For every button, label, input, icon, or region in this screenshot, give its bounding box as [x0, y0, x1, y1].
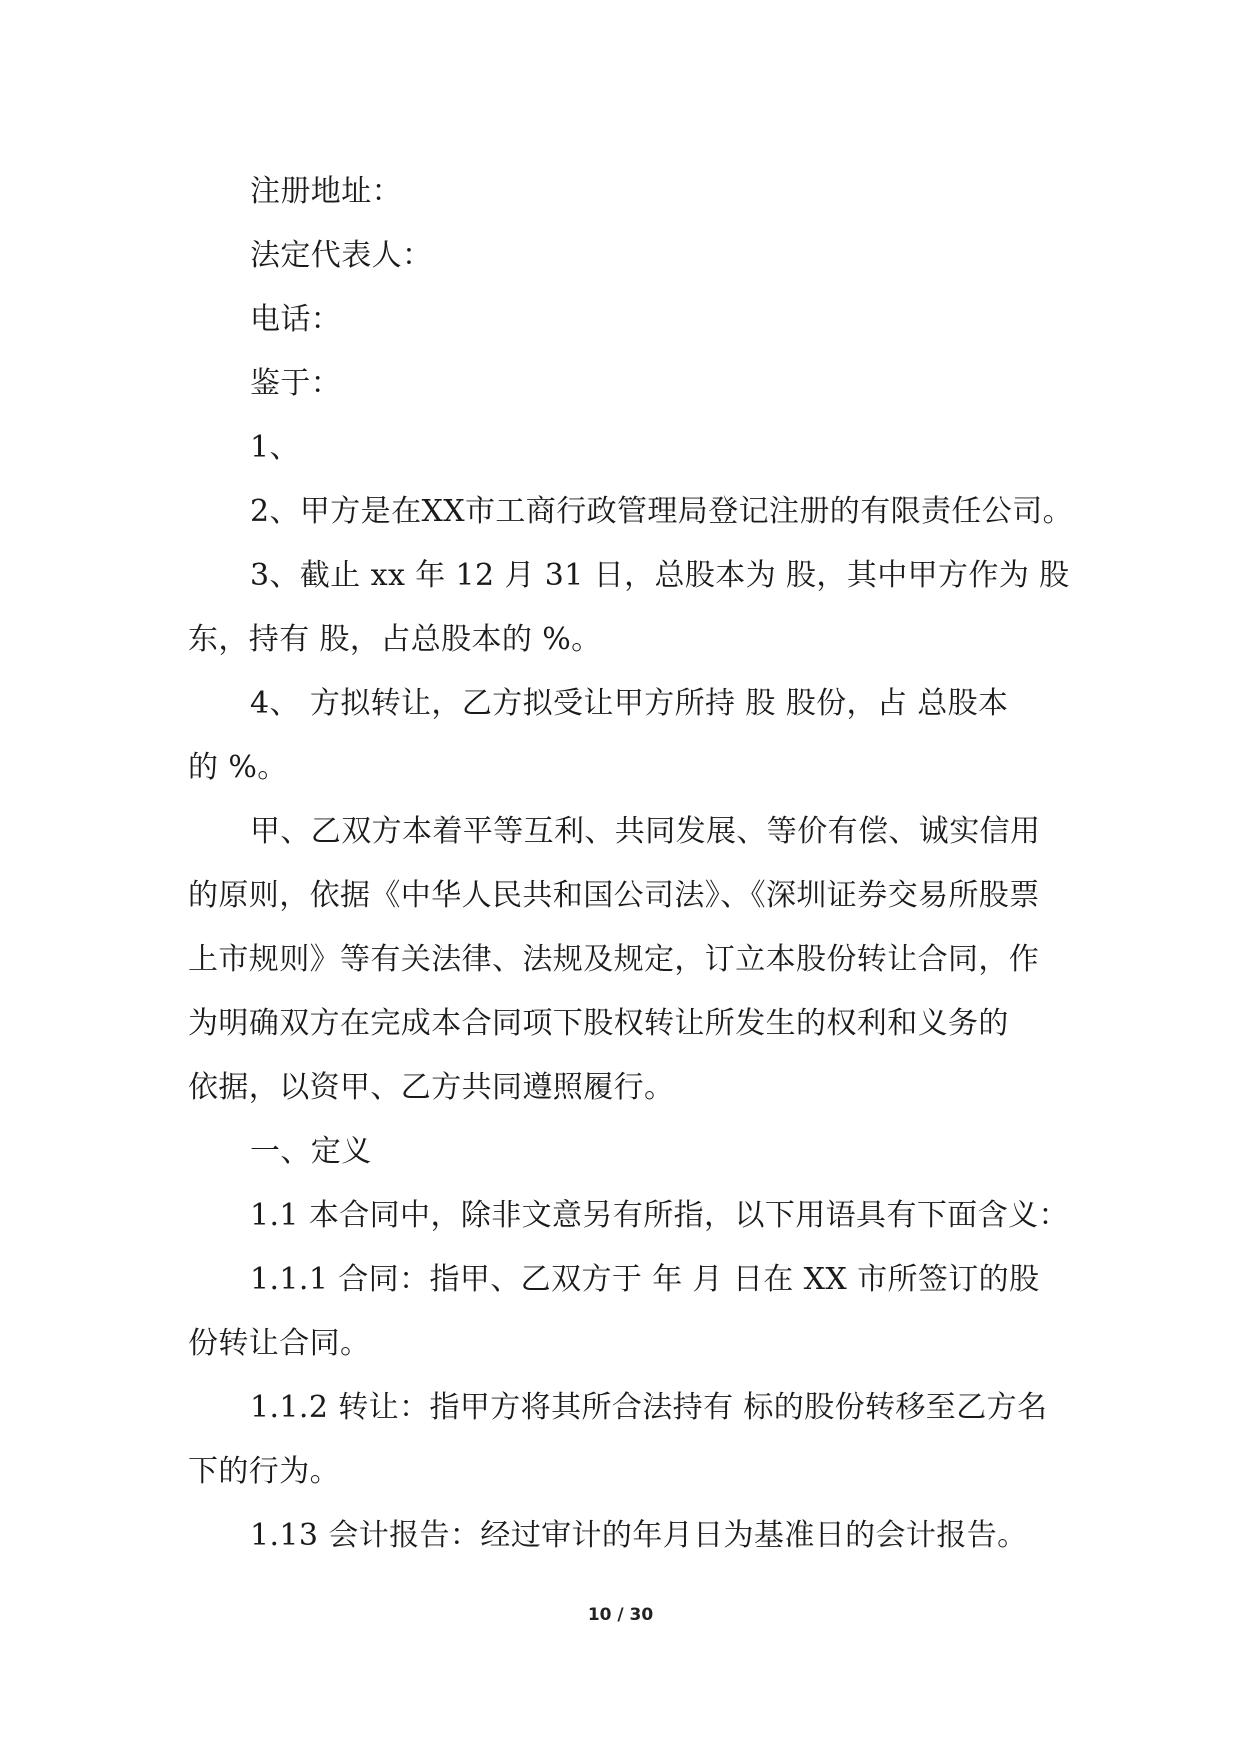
- text-line-phone: 电话：: [250, 302, 342, 337]
- text-line-clause-1-1-2: 1.1.2 转让：指甲方将其所合法持有 标的股份转移至乙方名: [250, 1390, 1048, 1425]
- text-line-preamble-3: 上市规则》等有关法律、法规及规定，订立本股份转让合同，作: [188, 942, 1040, 977]
- text-line-legal-representative: 法定代表人：: [250, 238, 433, 273]
- text-line-preamble-1: 甲、乙双方本着平等互利、共同发展、等价有偿、诚实信用: [250, 814, 1041, 849]
- text-line-registered-address: 注册地址：: [250, 174, 402, 209]
- text-line-item-3: 3、截止 xx 年 12 月 31 日，总股本为 股，其中甲方作为 股: [250, 558, 1070, 593]
- document-body: [188, 160, 1074, 1568]
- text-line-whereas: 鉴于：: [250, 366, 342, 401]
- text-line-item-2: 2、甲方是在XX市工商行政管理局登记注册的有限责任公司。: [250, 494, 1074, 529]
- text-line-clause-1-1: 1.1 本合同中，除非文意另有所指，以下用语具有下面含义：: [250, 1198, 1069, 1233]
- text-line-clause-1-1-1-cont: 份转让合同。: [188, 1326, 371, 1361]
- text-line-item-4: 4、 方拟转让，乙方拟受让甲方所持 股 股份，占 总股本: [250, 686, 1009, 721]
- section-heading-definitions: 一、定义: [250, 1134, 372, 1169]
- text-line-preamble-2: 的原则，依据《中华人民共和国公司法》、《深圳证券交易所股票: [188, 878, 1040, 913]
- text-line-item-1: 1、: [250, 430, 300, 465]
- text-line-clause-1-13: 1.13 会计报告：经过审计的年月日为基准日的会计报告。: [250, 1518, 1028, 1553]
- text-line-item-4-cont: 的 %。: [188, 750, 288, 785]
- page-number: 10 / 30: [587, 1605, 654, 1625]
- text-line-preamble-4: 为明确双方在完成本合同项下股权转让所发生的权利和义务的: [188, 1006, 1009, 1041]
- text-line-clause-1-1-1: 1.1.1 合同：指甲、乙双方于 年 月 日在 XX 市所签订的股: [250, 1262, 1040, 1297]
- text-line-item-3-cont: 东，持有 股，占总股本的 %。: [188, 622, 602, 657]
- text-line-clause-1-1-2-cont: 下的行为。: [188, 1454, 340, 1489]
- text-line-preamble-5: 依据，以资甲、乙方共同遵照履行。: [188, 1070, 675, 1105]
